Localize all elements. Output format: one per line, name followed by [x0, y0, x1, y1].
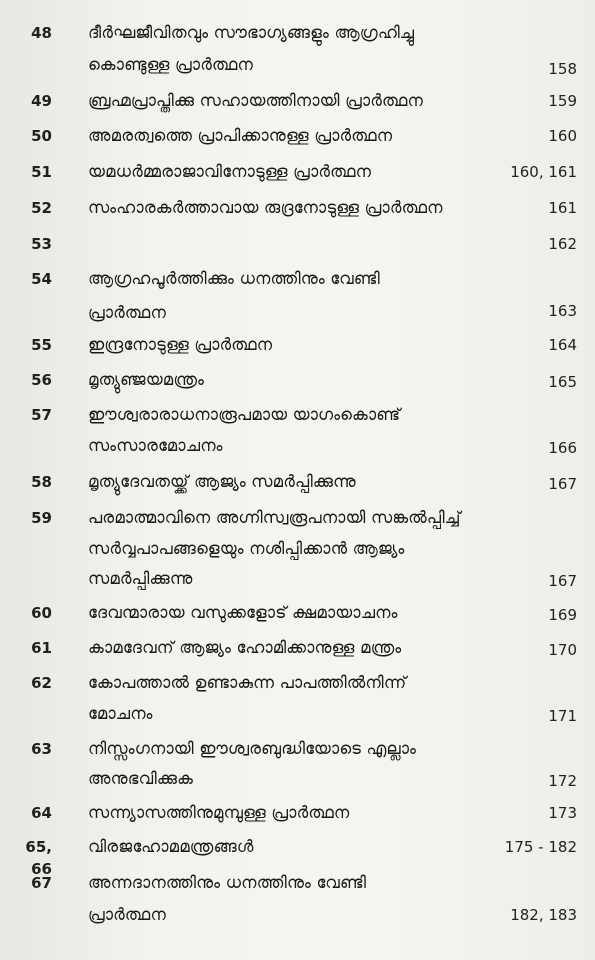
entry-number: 67 [31, 874, 52, 892]
entry-number: 60 [31, 604, 52, 622]
entry-number: 53 [31, 235, 52, 253]
entry-title: മോചനം [88, 704, 153, 723]
entry-page: 163 [548, 302, 577, 320]
entry-title: കോപത്താൽ ഉണ്ടാകുന്ന പാപത്തിൽനിന്ന് [88, 673, 407, 692]
entry-page: 160 [548, 127, 577, 145]
entry-number: 48 [31, 24, 52, 42]
entry-title: മൃത്യുദേവതയ്ക്ക് ആജ്യം സമർപ്പിക്കുന്നു [88, 472, 356, 491]
entry-title: അമരത്വത്തെ പ്രാപിക്കാനുള്ള പ്രാർത്ഥന [88, 126, 393, 145]
entry-page: 167 [548, 572, 577, 590]
entry-title: പ്രാർത്ഥന [88, 905, 166, 924]
entry-title: നിസ്സംഗനായി ഈശ്വരബുദ്ധിയോടെ എല്ലാം [88, 739, 417, 758]
entry-title: ദേവന്മാരായ വസുക്കളോട് ക്ഷമായാചനം [88, 603, 398, 622]
entry-number: 52 [31, 199, 52, 217]
entry-number: 55 [31, 336, 52, 354]
entry-title: സർവ്വപാപങ്ങളെയും നശിപ്പിക്കാൻ ആജ്യം [88, 539, 405, 558]
entry-page: 165 [548, 373, 577, 391]
entry-title: സംഹാരകർത്താവായ രുദ്രനോടുള്ള പ്രാർത്ഥന [88, 198, 443, 217]
entry-title: ഈശ്വരാരാധനാരൂപമായ യാഗംകൊണ്ട് [88, 405, 401, 424]
entry-title: യമധർമ്മരാജാവിനോടുള്ള പ്രാർത്ഥന [88, 162, 372, 181]
entry-number: 51 [31, 163, 52, 181]
entry-number: 49 [31, 92, 52, 110]
entry-page: 158 [548, 60, 577, 78]
entry-title: സന്ന്യാസത്തിനുമുമ്പുള്ള പ്രാർത്ഥന [88, 803, 350, 822]
entry-number: 61 [31, 639, 52, 657]
entry-page: 171 [548, 707, 577, 725]
entry-title: അന്നദാനത്തിനും ധനത്തിനും വേണ്ടി [88, 873, 367, 892]
entry-number: 58 [31, 473, 52, 491]
entry-title: ബ്രഹ്മപ്രാപ്തിക്കു സഹായത്തിനായി പ്രാർത്ഥന [88, 91, 424, 110]
entry-page: 164 [548, 336, 577, 354]
entry-number: 57 [31, 406, 52, 424]
entry-page: 170 [548, 641, 577, 659]
entry-title: കൊണ്ടുള്ള പ്രാർത്ഥന [88, 55, 253, 74]
entry-number: 59 [31, 509, 52, 527]
entry-title: വിരജഹോമമന്ത്രങ്ങൾ [88, 837, 254, 856]
entry-title: സമർപ്പിക്കുന്നു [88, 569, 193, 588]
entry-page: 166 [548, 439, 577, 457]
entry-page: 162 [548, 235, 577, 253]
entry-title: പ്രാർത്ഥന [88, 303, 166, 322]
entry-page: 169 [548, 606, 577, 624]
entry-title: അനുഭവിക്കുക [88, 769, 194, 788]
entry-number: 65, 66 [25, 838, 52, 878]
entry-number: 62 [31, 674, 52, 692]
entry-page: 172 [548, 772, 577, 790]
entry-page: 167 [548, 475, 577, 493]
entry-page: 161 [548, 199, 577, 217]
entry-number: 54 [31, 270, 52, 288]
entry-title: സംസാരമോചനം [88, 436, 223, 455]
entry-title: പരമാത്മാവിനെ അഗ്നിസ്വരൂപനായി സങ്കൽപ്പിച്ച് [88, 508, 461, 527]
entry-number: 56 [31, 371, 52, 389]
entry-title: ഇന്ദ്രനോടുള്ള പ്രാർത്ഥന [88, 335, 273, 354]
entry-title: മൃത്യുഞ്ജയമന്ത്രം [88, 370, 205, 389]
entry-page: 159 [548, 92, 577, 110]
entry-number: 64 [31, 804, 52, 822]
entry-page: 160, 161 [510, 163, 577, 181]
entry-page: 173 [548, 804, 577, 822]
entry-title: ആഗ്രഹപൂർത്തിക്കും ധനത്തിനും വേണ്ടി [88, 269, 380, 288]
entry-number: 63 [31, 740, 52, 758]
entry-page: 175 - 182 [504, 838, 577, 856]
entry-number: 50 [31, 127, 52, 145]
entry-title: കാമദേവന് ആജ്യം ഹോമിക്കാനുള്ള മന്ത്രം [88, 638, 402, 657]
entry-title: ദീർഘജീവിതവും സൗഭാഗ്യങ്ങളും ആഗ്രഹിച്ചു [88, 23, 415, 42]
entry-page: 182, 183 [510, 906, 577, 924]
